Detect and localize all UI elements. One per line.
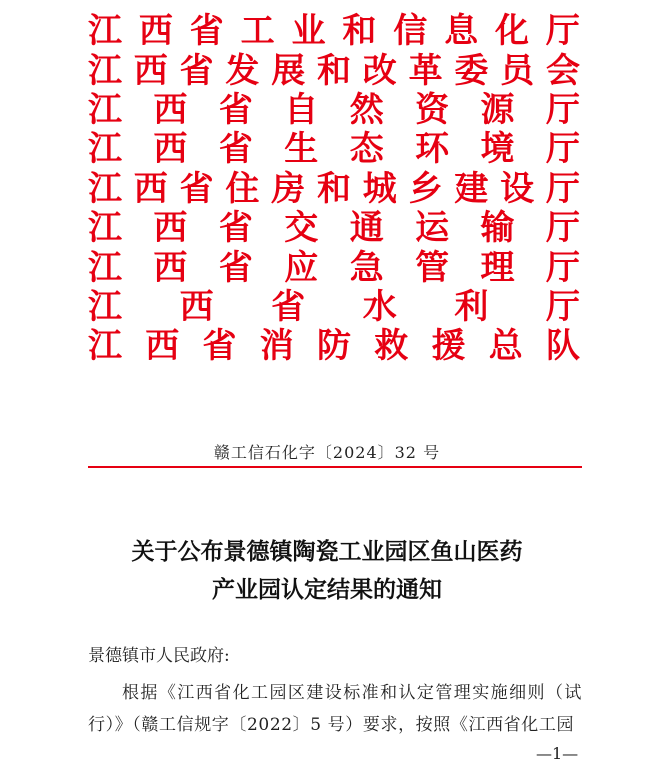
issuer-char: 城 <box>362 168 397 209</box>
document-number: 赣工信石化字〔2024〕32 号 <box>213 443 441 462</box>
issuer-char: 省 <box>218 129 253 170</box>
issuer-char: 境 <box>480 129 515 170</box>
issuer-char: 和 <box>342 11 377 52</box>
issuer-char: 援 <box>431 326 466 367</box>
issuer-line <box>88 209 580 248</box>
issuer-char: 厅 <box>545 247 580 288</box>
issuer-char: 会 <box>545 50 580 91</box>
issuer-char: 管 <box>415 247 450 288</box>
issuer-char: 总 <box>488 326 523 367</box>
issuer-char: 厅 <box>545 11 580 52</box>
issuer-char: 输 <box>480 208 515 249</box>
issuer-char: 态 <box>349 129 384 170</box>
issuer-char: 西 <box>153 89 188 130</box>
issuer-char: 江 <box>88 286 122 327</box>
issuer-char: 西 <box>138 11 173 52</box>
issuer-char: 西 <box>153 129 188 170</box>
issuer-char: 省 <box>189 11 224 52</box>
body-paragraph: 根据《江西省化工园区建设标准和认定管理实施细则（试行）》（赣工信规字〔2022〕5 号）要求，按照《江西省化工园 <box>88 683 582 735</box>
issuer-char: 自 <box>284 89 319 130</box>
issuer-char: 和 <box>316 168 351 209</box>
title-line-2: 产业园认定结果的通知 <box>212 576 442 603</box>
issuer-char: 消 <box>259 326 294 367</box>
issuer-char: 设 <box>500 168 535 209</box>
issuer-char: 西 <box>153 247 188 288</box>
issuer-char: 改 <box>362 50 397 91</box>
issuer-char: 理 <box>480 247 515 288</box>
issuer-char: 信 <box>393 11 428 52</box>
issuer-char: 江 <box>88 326 122 367</box>
issuer-char: 江 <box>88 89 122 130</box>
issuer-char: 江 <box>88 11 122 52</box>
issuer-header <box>88 12 580 367</box>
issuer-char: 省 <box>179 168 214 209</box>
issuer-char: 急 <box>349 247 384 288</box>
issuer-char: 业 <box>291 11 326 52</box>
issuer-char: 西 <box>133 50 168 91</box>
issuer-line <box>88 12 580 51</box>
issuer-char: 环 <box>415 129 450 170</box>
issuer-char: 江 <box>88 208 122 249</box>
issuer-char: 江 <box>88 129 122 170</box>
issuer-char: 江 <box>88 168 122 209</box>
issuer-char: 乡 <box>408 168 443 209</box>
issuer-char: 西 <box>153 208 188 249</box>
issuer-char: 西 <box>133 168 168 209</box>
issuer-char: 住 <box>225 168 260 209</box>
issuer-char: 工 <box>240 11 275 52</box>
issuer-char: 生 <box>284 129 319 170</box>
issuer-char: 化 <box>495 11 529 52</box>
red-divider-rule <box>88 466 582 468</box>
issuer-line <box>88 288 580 327</box>
issuer-line <box>88 248 580 287</box>
issuer-char: 交 <box>284 208 319 249</box>
issuer-line <box>88 91 580 130</box>
issuer-char: 通 <box>349 208 384 249</box>
issuer-char: 发 <box>225 50 260 91</box>
issuer-char: 省 <box>271 286 306 327</box>
issuer-char: 房 <box>271 168 306 209</box>
issuer-char: 委 <box>454 50 489 91</box>
issuer-line <box>88 51 580 90</box>
issuer-char: 应 <box>284 247 319 288</box>
document-title <box>0 533 654 609</box>
issuer-char: 厅 <box>545 89 580 130</box>
issuer-char: 省 <box>218 208 253 249</box>
issuer-char: 厅 <box>545 129 580 170</box>
issuer-char: 防 <box>317 326 351 367</box>
issuer-char: 厅 <box>545 168 580 209</box>
issuer-char: 水 <box>362 286 397 327</box>
issuer-char: 员 <box>500 50 535 91</box>
issuer-char: 源 <box>480 89 515 130</box>
issuer-char: 资 <box>415 89 450 130</box>
issuer-char: 息 <box>444 11 479 52</box>
issuer-char: 展 <box>271 50 306 91</box>
issuer-char: 西 <box>145 326 180 367</box>
issuer-char: 利 <box>454 286 489 327</box>
issuer-char: 省 <box>218 247 253 288</box>
issuer-char: 西 <box>179 286 214 327</box>
issuer-line <box>88 130 580 169</box>
title-line-1: 关于公布景德镇陶瓷工业园区鱼山医药 <box>131 538 523 565</box>
issuer-char: 运 <box>415 208 450 249</box>
issuer-char: 和 <box>316 50 351 91</box>
issuer-char: 救 <box>374 326 409 367</box>
issuer-line <box>88 170 580 209</box>
issuer-char: 厅 <box>545 286 580 327</box>
salutation: 景德镇市人民政府: <box>88 646 230 666</box>
issuer-char: 省 <box>179 50 214 91</box>
issuer-char: 省 <box>218 89 253 130</box>
page-number: —1— <box>536 744 579 763</box>
issuer-char: 厅 <box>545 208 580 249</box>
issuer-char: 江 <box>88 247 122 288</box>
issuer-char: 然 <box>349 89 384 130</box>
issuer-char: 建 <box>454 168 489 209</box>
issuer-char: 队 <box>546 326 580 367</box>
issuer-line <box>88 327 580 366</box>
issuer-char: 革 <box>408 50 443 91</box>
issuer-char: 江 <box>88 50 122 91</box>
issuer-char: 省 <box>202 326 237 367</box>
